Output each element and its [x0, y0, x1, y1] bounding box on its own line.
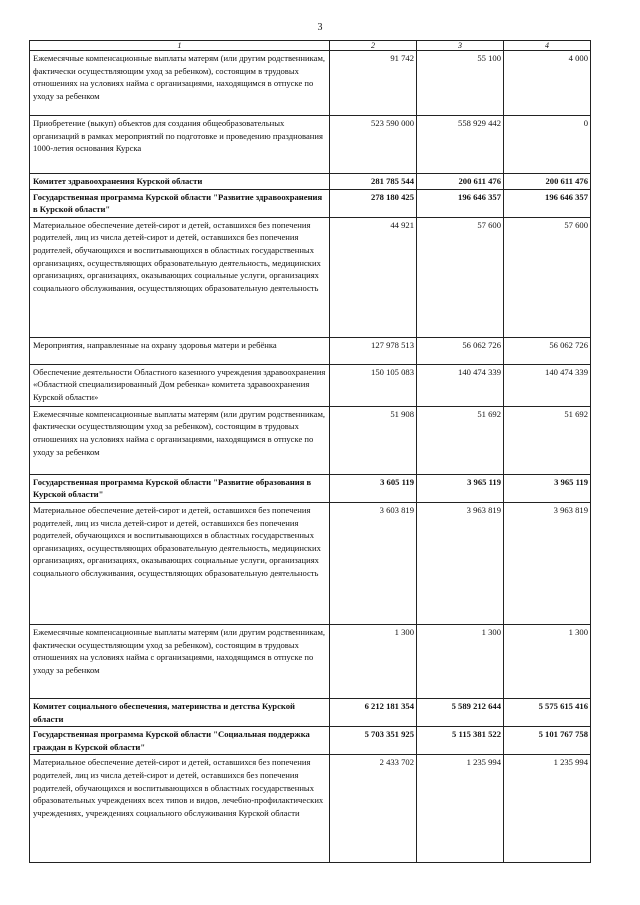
amount-col3: 140 474 339 — [417, 364, 504, 406]
amount-col2: 127 978 513 — [330, 337, 417, 364]
table-row — [30, 51, 591, 116]
page-number: 3 — [317, 22, 323, 33]
table-row — [30, 116, 591, 174]
row-description: Обеспечение деятельности Областного казенного учреждения здравоохранения «Областной специализированный Дом ребенка» комитета здравоохранения Курской области» — [30, 364, 330, 406]
amount-col3: 51 692 — [417, 406, 504, 474]
column-header: 1 — [30, 41, 330, 51]
amount-col3: 57 600 — [417, 217, 504, 337]
amount-col2: 281 785 544 — [330, 174, 417, 190]
table-row-total — [30, 174, 591, 190]
amount-col4: 3 965 119 — [504, 474, 591, 502]
table-row — [30, 502, 591, 624]
amount-col2: 44 921 — [330, 217, 417, 337]
row-description: Материальное обеспечение детей-сирот и детей, оставшихся без попечения родителей, лиц из числа детей-сирот и детей, оставшихся без попечения родителей, обучающихся и воспитывающихся в областных государственных организациях, осуществляющих образовательную деятельность, медицинских организациях, организациях, оказывающих социальные услуги, организациях социального обслуживания, осуществляющих образовательную деятельность — [30, 502, 330, 624]
amount-col2: 6 212 181 354 — [330, 698, 417, 726]
column-header: 3 — [417, 41, 504, 51]
table-row-total — [30, 698, 591, 726]
amount-col2: 91 742 — [330, 51, 417, 116]
amount-col3: 1 300 — [417, 624, 504, 698]
amount-col4: 57 600 — [504, 217, 591, 337]
amount-col2: 1 300 — [330, 624, 417, 698]
amount-col4: 51 692 — [504, 406, 591, 474]
amount-col2: 2 433 702 — [330, 755, 417, 863]
amount-col4: 0 — [504, 116, 591, 174]
row-description: Государственная программа Курской области "Развитие образования в Курской области" — [30, 474, 330, 502]
table-row — [30, 406, 591, 474]
amount-col2: 5 703 351 925 — [330, 727, 417, 755]
row-description: Комитет здравоохранения Курской области — [30, 174, 330, 190]
amount-col3: 5 589 212 644 — [417, 698, 504, 726]
amount-col3: 200 611 476 — [417, 174, 504, 190]
row-description: Материальное обеспечение детей-сирот и детей, оставшихся без попечения родителей, лиц из числа детей-сирот и детей, оставшихся без попечения родителей, обучающихся и воспитывающихся в областных государственных организациях, осуществляющих образовательную деятельность, медицинских организациях, организациях, оказывающих социальные услуги, организациях социального обслуживания, осуществляющих образовательную деятельность — [30, 217, 330, 337]
amount-col3: 55 100 — [417, 51, 504, 116]
table-row-program — [30, 727, 591, 755]
amount-col2: 523 590 000 — [330, 116, 417, 174]
table-row — [30, 364, 591, 406]
amount-col4: 5 575 615 416 — [504, 698, 591, 726]
column-header: 2 — [330, 41, 417, 51]
amount-col4: 1 235 994 — [504, 755, 591, 863]
amount-col3: 196 646 357 — [417, 189, 504, 217]
row-description: Ежемесячные компенсационные выплаты матерям (или другим родственникам, фактически осуществляющим уход за ребенком), состоящим в трудовых отношениях на условиях найма с организациями, находящимся в отпуске по уходу за ребенком — [30, 624, 330, 698]
budget-table — [29, 40, 591, 863]
amount-col4: 140 474 339 — [504, 364, 591, 406]
row-description: Мероприятия, направленные на охрану здоровья матери и ребёнка — [30, 337, 330, 364]
table-row — [30, 624, 591, 698]
table-row-program — [30, 474, 591, 502]
amount-col3: 558 929 442 — [417, 116, 504, 174]
amount-col4: 200 611 476 — [504, 174, 591, 190]
table-row-program — [30, 189, 591, 217]
amount-col4: 196 646 357 — [504, 189, 591, 217]
column-header-row — [30, 41, 591, 51]
column-header: 4 — [504, 41, 591, 51]
table-row — [30, 755, 591, 863]
row-description: Материальное обеспечение детей-сирот и детей, оставшихся без попечения родителей, лиц из числа детей-сирот и детей, оставшихся без попечения родителей, обучающихся и воспитывающихся в областных государственных образовательных учреждениях всех типов и видов, лечебно-профилактических учреждениях, учреждениях социального обслуживания Курской области — [30, 755, 330, 863]
amount-col4: 3 963 819 — [504, 502, 591, 624]
row-description: Приобретение (выкуп) объектов для создания общеобразовательных организаций в рамках мероприятий по подготовке и проведению празднования 1000-летия основания Курска — [30, 116, 330, 174]
amount-col3: 1 235 994 — [417, 755, 504, 863]
amount-col4: 56 062 726 — [504, 337, 591, 364]
amount-col2: 150 105 083 — [330, 364, 417, 406]
row-description: Ежемесячные компенсационные выплаты матерям (или другим родственникам, фактически осуществляющим уход за ребенком), состоящим в трудовых отношениях на условиях найма с организациями, находящимся в отпуске по уходу за ребенком — [30, 51, 330, 116]
row-description: Государственная программа Курской области "Социальная поддержка граждан в Курской области" — [30, 727, 330, 755]
table-row — [30, 337, 591, 364]
amount-col2: 3 605 119 — [330, 474, 417, 502]
amount-col2: 51 908 — [330, 406, 417, 474]
table-row — [30, 217, 591, 337]
amount-col4: 5 101 767 758 — [504, 727, 591, 755]
amount-col2: 278 180 425 — [330, 189, 417, 217]
row-description: Ежемесячные компенсационные выплаты матерям (или другим родственникам, фактически осуществляющим уход за ребенком), состоящим в трудовых отношениях на условиях найма с организациями, находящимся в отпуске по уходу за ребенком — [30, 406, 330, 474]
amount-col4: 1 300 — [504, 624, 591, 698]
row-description: Государственная программа Курской области "Развитие здравоохранения в Курской области" — [30, 189, 330, 217]
amount-col2: 3 603 819 — [330, 502, 417, 624]
amount-col4: 4 000 — [504, 51, 591, 116]
amount-col3: 5 115 381 522 — [417, 727, 504, 755]
amount-col3: 3 965 119 — [417, 474, 504, 502]
amount-col3: 3 963 819 — [417, 502, 504, 624]
amount-col3: 56 062 726 — [417, 337, 504, 364]
row-description: Комитет социального обеспечения, материнства и детства Курской области — [30, 698, 330, 726]
